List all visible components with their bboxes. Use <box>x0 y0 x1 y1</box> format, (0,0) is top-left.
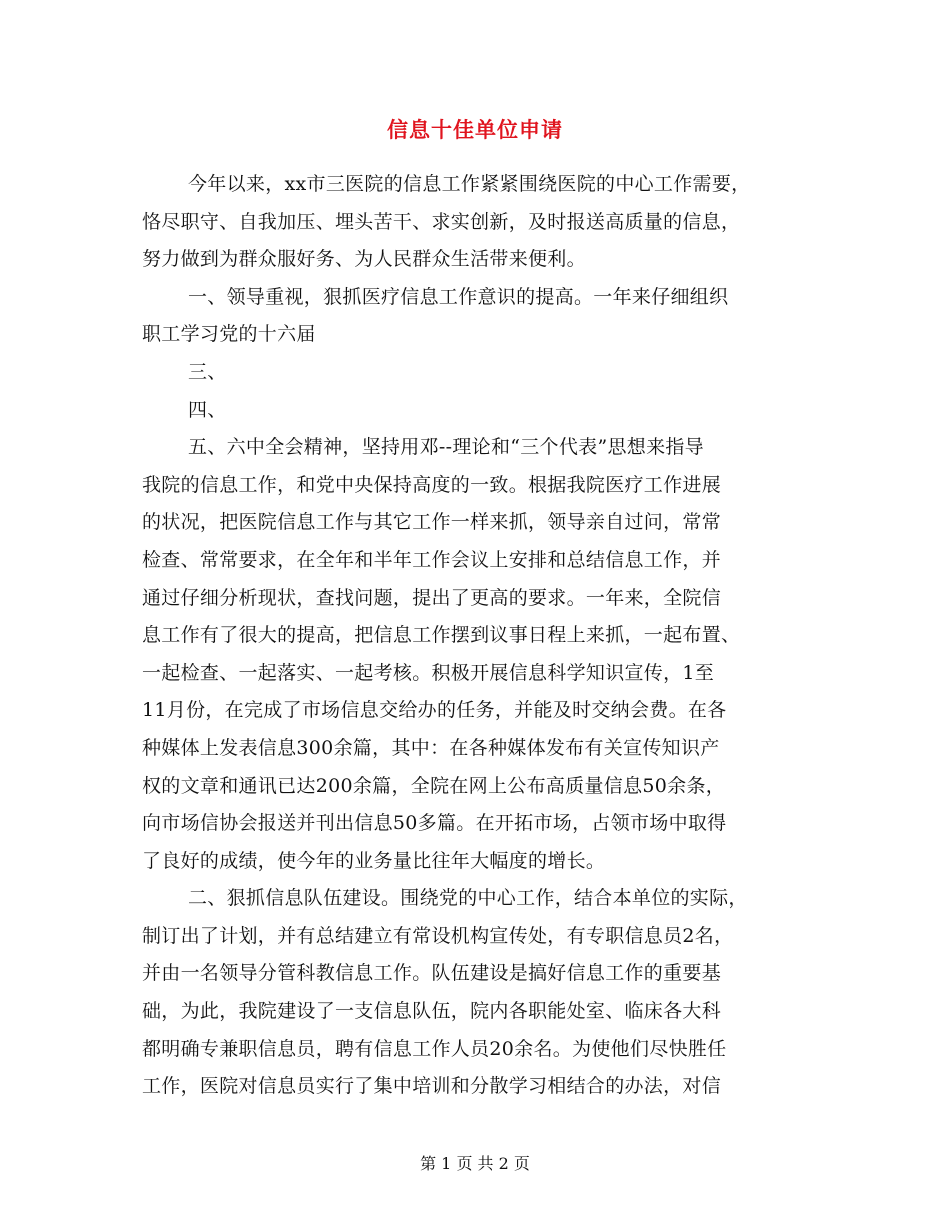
text-line: 工作，医院对信息员实行了集中培训和分散学习相结合的办法，对信 <box>142 1075 722 1098</box>
text-line: 11月份，在完成了市场信息交给办的任务，并能及时交纳会费。在各 <box>142 699 727 722</box>
page-footer: 第 1 页 共 2 页 <box>420 1154 530 1173</box>
text-line: 职工学习党的十六届 <box>142 323 316 346</box>
text-line: 二、狠抓信息队伍建设。围绕党的中心工作，结合本单位的实际， <box>188 887 748 910</box>
text-line: 三、 <box>188 360 227 383</box>
text-line: 制订出了计划，并有总结建立有常设机构宣传处，有专职信息员2名， <box>142 924 734 947</box>
text-line: 努力做到为群众服好务、为人民群众生活带来便利。 <box>142 248 586 271</box>
text-line: 今年以来，xx市三医院的信息工作紧紧围绕医院的中心工作需要， <box>188 173 751 195</box>
text-line: 四、 <box>188 398 227 421</box>
text-line: 恪尽职守、自我加压、埋头苦干、求实创新，及时报送高质量的信息， <box>142 210 741 233</box>
text-line: 一起检查、一起落实、一起考核。积极开展信息科学知识宣传，1至 <box>142 661 715 684</box>
text-line: 都明确专兼职信息员，聘有信息工作人员20余名。为使他们尽快胜任 <box>142 1037 727 1060</box>
text-line: 向市场信协会报送并刊出信息50多篇。在开拓市场，占领市场中取得 <box>142 812 727 835</box>
text-line: 通过仔细分析现状，查找问题，提出了更高的要求。一年来，全院信 <box>142 586 722 609</box>
text-line: 一、领导重视，狠抓医疗信息工作意识的提高。一年来仔细组织 <box>188 285 729 308</box>
text-line: 我院的信息工作，和党中央保持高度的一致。根据我院医疗工作进展 <box>142 473 722 496</box>
text-line: 种媒体上发表信息300余篇，其中：在各种媒体发布有关宣传知识产 <box>142 736 720 759</box>
text-line: 础，为此，我院建设了一支信息队伍，院内各职能处室、临床各大科 <box>142 1000 722 1023</box>
text-line: 了良好的成绩，使今年的业务量比往年大幅度的增长。 <box>142 849 606 872</box>
text-line: 的状况，把医院信息工作与其它工作一样来抓，领导亲自过问，常常 <box>142 511 722 534</box>
text-line: 检查、常常要求，在全年和半年工作会议上安排和总结信息工作，并 <box>142 548 722 571</box>
document-body <box>142 166 812 1106</box>
text-line: 并由一名领导分管科教信息工作。队伍建设是搞好信息工作的重要基 <box>142 962 722 985</box>
document-title: 信息十佳单位申请 <box>387 117 563 142</box>
text-line: 权的文章和通讯已达200余篇，全院在网上公布高质量信息50余条， <box>142 774 726 797</box>
text-line: 五、六中全会精神，坚持用邓--理论和“三个代表”思想来指导 <box>188 436 704 459</box>
text-line: 息工作有了很大的提高，把信息工作摆到议事日程上来抓，一起布置、 <box>142 624 741 647</box>
